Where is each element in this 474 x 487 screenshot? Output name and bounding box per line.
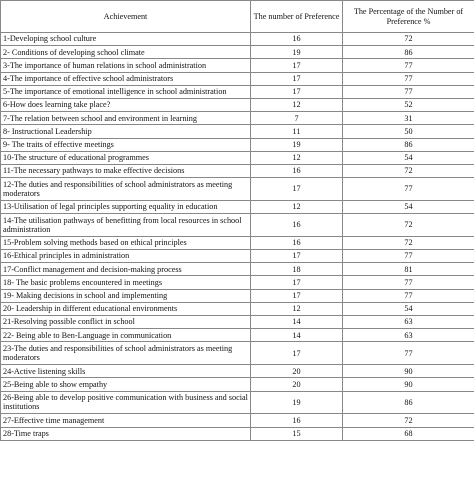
table-row [1, 138, 474, 151]
percentage-cell: 68 [343, 427, 474, 440]
achievement-cell: 22- Being able to Ben-Language in communication [1, 329, 251, 342]
achievement-cell: 12-The duties and responsibilities of school administrators as meeting moderators [1, 178, 251, 201]
number-of-preference-cell: 12 [251, 302, 343, 315]
achievement-cell: 20- Leadership in different educational environments [1, 302, 251, 315]
number-of-preference-cell: 19 [251, 138, 343, 151]
percentage-cell: 52 [343, 98, 474, 111]
percentage-cell: 72 [343, 236, 474, 249]
header-achievement: Achievement [1, 1, 251, 33]
table-row [1, 365, 474, 378]
achievement-cell: 7-The relation between school and environment in learning [1, 112, 251, 125]
table-row [1, 85, 474, 98]
table-row [1, 151, 474, 164]
achievement-cell: 6-How does learning take place? [1, 98, 251, 111]
achievement-cell: 1-Developing school culture [1, 33, 251, 46]
number-of-preference-cell: 12 [251, 151, 343, 164]
table-row [1, 164, 474, 177]
table-row [1, 236, 474, 249]
number-of-preference-cell: 14 [251, 315, 343, 328]
number-of-preference-cell: 12 [251, 98, 343, 111]
number-of-preference-cell: 20 [251, 378, 343, 391]
percentage-cell: 72 [343, 33, 474, 46]
percentage-cell: 86 [343, 138, 474, 151]
number-of-preference-cell: 19 [251, 391, 343, 414]
table-row [1, 200, 474, 213]
table-row [1, 59, 474, 72]
table-row [1, 427, 474, 440]
percentage-cell: 72 [343, 214, 474, 237]
number-of-preference-cell: 16 [251, 414, 343, 427]
number-of-preference-cell: 20 [251, 365, 343, 378]
achievement-cell: 19- Making decisions in school and implementing [1, 289, 251, 302]
achievement-cell: 24-Active listening skills [1, 365, 251, 378]
achievement-cell: 27-Effective time management [1, 414, 251, 427]
table-row [1, 342, 474, 365]
achievement-cell: 2- Conditions of developing school climate [1, 46, 251, 59]
number-of-preference-cell: 17 [251, 276, 343, 289]
number-of-preference-cell: 17 [251, 250, 343, 263]
achievement-cell: 9- The traits of effective meetings [1, 138, 251, 151]
percentage-cell: 77 [343, 250, 474, 263]
achievement-cell: 25-Being able to show empathy [1, 378, 251, 391]
achievement-cell: 13-Utilisation of legal principles supporting equality in education [1, 200, 251, 213]
number-of-preference-cell: 11 [251, 125, 343, 138]
achievement-cell: 28-Time traps [1, 427, 251, 440]
table-row [1, 276, 474, 289]
achievement-cell: 10-The structure of educational programmes [1, 151, 251, 164]
number-of-preference-cell: 16 [251, 236, 343, 249]
percentage-cell: 77 [343, 59, 474, 72]
achievement-cell: 26-Being able to develop positive communication with business and social institutions [1, 391, 251, 414]
achievement-cell: 15-Problem solving methods based on ethical principles [1, 236, 251, 249]
table-header [1, 1, 474, 33]
percentage-cell: 63 [343, 315, 474, 328]
table-row [1, 33, 474, 46]
percentage-cell: 54 [343, 151, 474, 164]
achievement-cell: 23-The duties and responsibilities of school administrators as meeting moderators [1, 342, 251, 365]
achievement-cell: 14-The utilisation pathways of benefitting from local resources in school administration [1, 214, 251, 237]
percentage-cell: 77 [343, 342, 474, 365]
percentage-cell: 72 [343, 414, 474, 427]
table-row [1, 98, 474, 111]
header-number-of-preference: The number of Preference [251, 1, 343, 33]
table-row [1, 302, 474, 315]
header-percentage-label: The Percentage of the Number of Preference % [353, 6, 464, 26]
header-row [1, 1, 474, 33]
achievement-cell: 4-The importance of effective school administrators [1, 72, 251, 85]
table-row [1, 414, 474, 427]
table-row [1, 46, 474, 59]
number-of-preference-cell: 15 [251, 427, 343, 440]
percentage-cell: 86 [343, 391, 474, 414]
percentage-cell: 77 [343, 289, 474, 302]
table-row [1, 250, 474, 263]
percentage-cell: 77 [343, 178, 474, 201]
percentage-cell: 63 [343, 329, 474, 342]
achievement-cell: 3-The importance of human relations in school administration [1, 59, 251, 72]
percentage-cell: 77 [343, 72, 474, 85]
percentage-cell: 90 [343, 378, 474, 391]
table-row [1, 289, 474, 302]
number-of-preference-cell: 7 [251, 112, 343, 125]
percentage-cell: 86 [343, 46, 474, 59]
achievement-cell: 16-Ethical principles in administration [1, 250, 251, 263]
table-row [1, 391, 474, 414]
table-row [1, 378, 474, 391]
table-row [1, 178, 474, 201]
number-of-preference-cell: 16 [251, 214, 343, 237]
percentage-cell: 54 [343, 302, 474, 315]
percentage-cell: 90 [343, 365, 474, 378]
table-row [1, 214, 474, 237]
achievement-cell: 21-Resolving possible conflict in school [1, 315, 251, 328]
percentage-cell: 77 [343, 85, 474, 98]
table-body [1, 33, 474, 441]
number-of-preference-cell: 12 [251, 200, 343, 213]
number-of-preference-cell: 18 [251, 263, 343, 276]
achievement-cell: 5-The importance of emotional intelligence in school administration [1, 85, 251, 98]
achievement-cell: 11-The necessary pathways to make effective decisions [1, 164, 251, 177]
number-of-preference-cell: 16 [251, 164, 343, 177]
percentage-cell: 31 [343, 112, 474, 125]
number-of-preference-cell: 14 [251, 329, 343, 342]
achievement-cell: 18- The basic problems encountered in meetings [1, 276, 251, 289]
table-row [1, 125, 474, 138]
number-of-preference-cell: 17 [251, 72, 343, 85]
header-percentage [343, 1, 474, 33]
table-row [1, 315, 474, 328]
table-row [1, 263, 474, 276]
number-of-preference-cell: 17 [251, 178, 343, 201]
table-row [1, 72, 474, 85]
percentage-cell: 54 [343, 200, 474, 213]
table-row [1, 112, 474, 125]
percentage-cell: 81 [343, 263, 474, 276]
percentage-cell: 50 [343, 125, 474, 138]
table-row [1, 329, 474, 342]
number-of-preference-cell: 17 [251, 342, 343, 365]
percentage-cell: 72 [343, 164, 474, 177]
number-of-preference-cell: 17 [251, 289, 343, 302]
number-of-preference-cell: 17 [251, 85, 343, 98]
percentage-cell: 77 [343, 276, 474, 289]
number-of-preference-cell: 16 [251, 33, 343, 46]
achievement-cell: 8- Instructional Leadership [1, 125, 251, 138]
achievement-cell: 17-Conflict management and decision-making process [1, 263, 251, 276]
number-of-preference-cell: 17 [251, 59, 343, 72]
number-of-preference-cell: 19 [251, 46, 343, 59]
